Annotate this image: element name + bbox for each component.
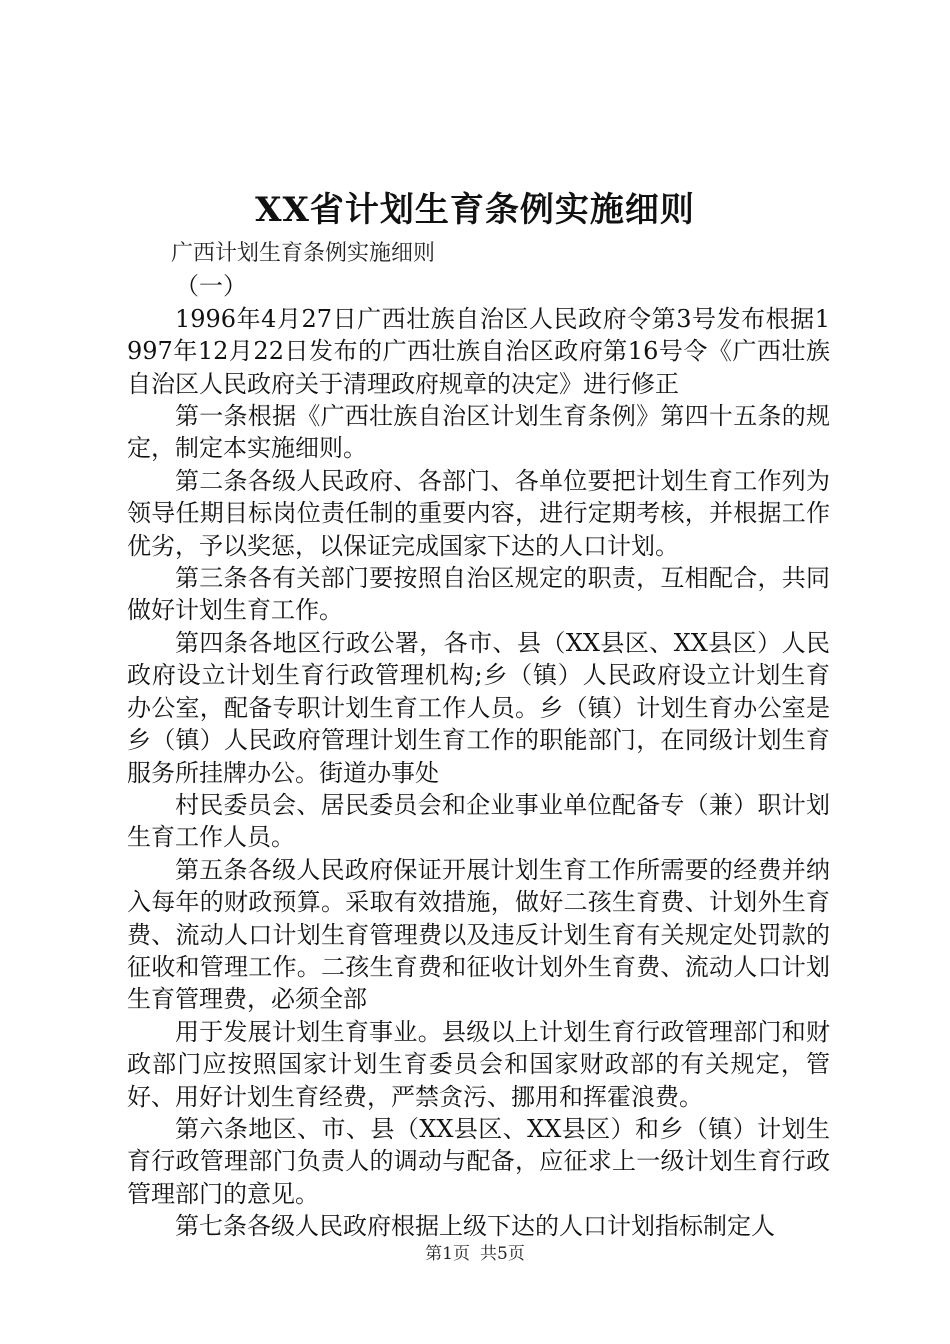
paragraph-article-5-cont: 用于发展计划生育事业。县级以上计划生育行政管理部门和财政部门应按照国家计划生育委员会和国家财政部的有关规定，管好、用好计划生育经费，严禁贪污、挪用和挥霍浪费。 — [127, 1017, 830, 1111]
document-subtitle: 广西计划生育条例实施细则 — [171, 241, 436, 266]
document-body — [127, 238, 830, 1243]
paragraph-article-7: 第七条各级人民政府根据上级下达的人口计划指标制定人 — [175, 1212, 775, 1241]
page-footer — [0, 1242, 950, 1266]
paragraph-article-3: 第三条各有关部门要按照自治区规定的职责，互相配合，共同做好计划生育工作。 — [127, 564, 830, 625]
section-marker: （一） — [175, 272, 247, 301]
paragraph-article-1: 第一条根据《广西壮族自治区计划生育条例》第四十五条的规定，制定本实施细则。 — [127, 402, 830, 463]
paragraph-article-4-cont: 村民委员会、居民委员会和企业事业单位配备专（兼）职计划生育工作人员。 — [127, 790, 830, 852]
paragraph-article-2: 第二条各级人民政府、各部门、各单位要把计划生育工作列为领导任期目标岗位责任制的重要内容，进行定期考核，并根据工作优劣，予以奖惩，以保证完成国家下达的人口计划。 — [127, 466, 830, 560]
paragraph-article-4: 第四条各地区行政公署，各市、县（XX县区、XX县区）人民政府设立计划生育行政管理机构;乡（镇）人民政府设立计划生育办公室，配备专职计划生育工作人员。乡（镇）计划生育办公室是乡（镇）人民政府管理计划生育工作的职能部门，在同级计划生育服务所挂牌办公。街道办事处 — [127, 628, 830, 787]
paragraph-article-6: 第六条地区、市、县（XX县区、XX县区）和乡（镇）计划生育行政管理部门负责人的调动与配备，应征求上一级计划生育行政管理部门的意见。 — [127, 1114, 830, 1208]
page-total: 共5页 — [480, 1244, 525, 1264]
paragraph-preamble: 1996年4月27日广西壮族自治区人民政府令第3号发布根据1997年12月22日发布的广西壮族自治区政府第16号令《广西壮族自治区人民政府关于清理政府规章的决定》进行修正 — [127, 304, 830, 398]
document-title: XX省计划生育条例实施细则 — [255, 190, 695, 230]
paragraph-article-5: 第五条各级人民政府保证开展计划生育工作所需要的经费并纳入每年的财政预算。采取有效措施，做好二孩生育费、计划外生育费、流动人口计划生育管理费以及违反计划生育有关规定处罚款的征收和管理工作。二孩生育费和征收计划外生育费、流动人口计划生育管理费，必须全部 — [127, 855, 830, 1014]
page-number: 第1页 — [425, 1244, 470, 1264]
